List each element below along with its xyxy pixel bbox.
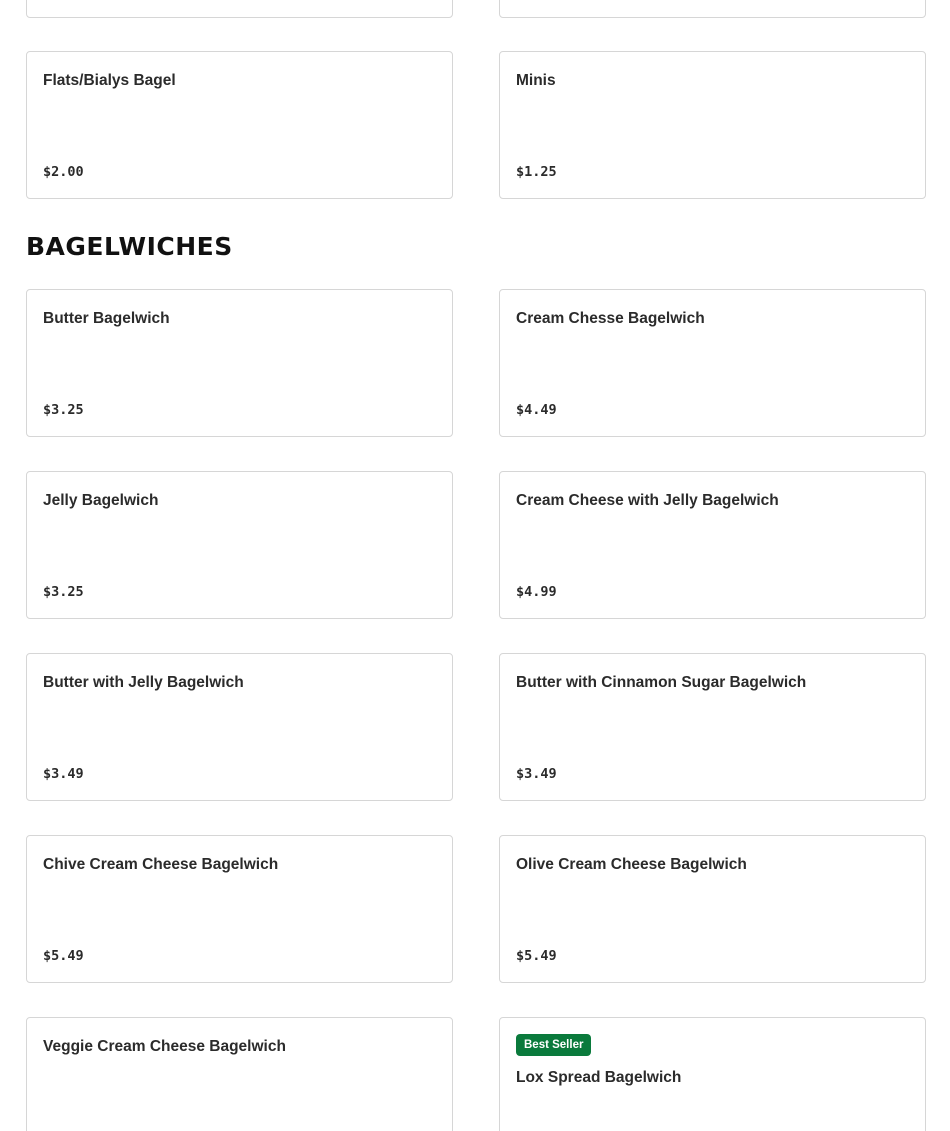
menu-item-name: Butter Bagelwich <box>43 310 170 327</box>
menu-item-name: Butter with Cinnamon Sugar Bagelwich <box>516 674 807 691</box>
menu-item-name: Veggie Cream Cheese Bagelwich <box>43 1038 286 1055</box>
menu-item-card[interactable] <box>26 1017 453 1131</box>
menu-item-name: Jelly Bagelwich <box>43 492 159 509</box>
menu-item-card-partial[interactable] <box>26 0 453 18</box>
menu-item-card[interactable] <box>499 1017 926 1131</box>
menu-item-name: Minis <box>516 72 556 89</box>
menu-item-card[interactable] <box>499 289 926 437</box>
menu-item-price: $5.49 <box>516 948 557 964</box>
menu-item-name: Cream Cheese with Jelly Bagelwich <box>516 492 779 509</box>
section-title: BAGELWICHES <box>26 232 233 261</box>
menu-item-name: Butter with Jelly Bagelwich <box>43 674 244 691</box>
menu-item-card[interactable] <box>26 289 453 437</box>
menu-item-card[interactable] <box>26 51 453 199</box>
menu-item-price: $3.25 <box>43 402 84 418</box>
best-seller-badge: Best Seller <box>516 1034 591 1056</box>
menu-item-name: Olive Cream Cheese Bagelwich <box>516 856 747 873</box>
menu-item-price: $3.25 <box>43 584 84 600</box>
menu-item-card[interactable] <box>499 471 926 619</box>
menu-item-card[interactable] <box>499 653 926 801</box>
menu-item-price: $3.49 <box>43 766 84 782</box>
menu-item-price: $4.49 <box>516 402 557 418</box>
menu-item-name: Cream Chesse Bagelwich <box>516 310 705 327</box>
menu-item-price: $4.99 <box>516 584 557 600</box>
menu-item-card[interactable] <box>499 835 926 983</box>
menu-item-price: $2.00 <box>43 164 84 180</box>
menu-item-price: $5.49 <box>43 948 84 964</box>
menu-item-name: Chive Cream Cheese Bagelwich <box>43 856 279 873</box>
menu-item-card[interactable] <box>26 471 453 619</box>
menu-item-price: $1.25 <box>516 164 557 180</box>
menu-item-card-partial[interactable] <box>499 0 926 18</box>
menu-item-card[interactable] <box>26 835 453 983</box>
menu-item-name: Lox Spread Bagelwich <box>516 1069 682 1086</box>
menu-item-price: $3.49 <box>516 766 557 782</box>
menu-item-name: Flats/Bialys Bagel <box>43 72 176 89</box>
menu-item-card[interactable] <box>499 51 926 199</box>
menu-item-card[interactable] <box>26 653 453 801</box>
